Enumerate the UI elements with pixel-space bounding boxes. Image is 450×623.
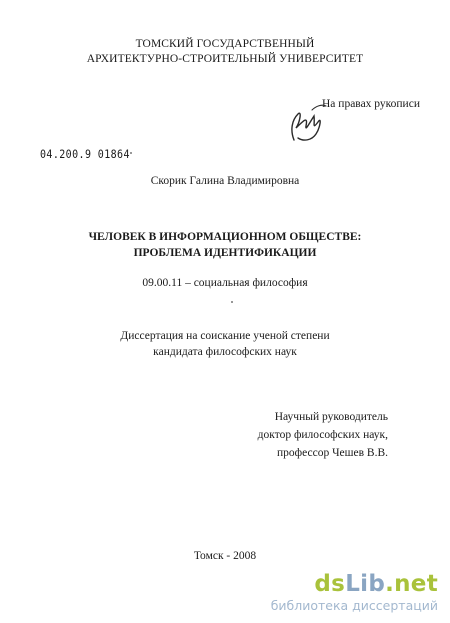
specialty-code: 09.00.11 – социальная философия <box>142 277 308 289</box>
advisor-degree: доктор философских наук, <box>257 429 388 441</box>
university-name-line-2: АРХИТЕКТУРНО-СТРОИТЕЛЬНЫЙ УНИВЕРСИТЕТ <box>86 53 364 65</box>
scan-speck <box>231 301 233 303</box>
advisor-role: Научный руководитель <box>274 411 388 423</box>
rights-note: На правах рукописи <box>322 98 420 110</box>
degree-line-1: Диссертация на соискание ученой степени <box>120 330 330 342</box>
city-year: Томск - 2008 <box>193 550 257 562</box>
handwritten-signature <box>282 100 332 148</box>
stamp-mark <box>130 152 132 154</box>
logo-tagline: библиотека диссертаций <box>270 598 438 613</box>
logo-ds: ds <box>314 571 346 597</box>
logo-net: .net <box>385 571 438 597</box>
degree-line-2: кандидата философских наук <box>153 346 297 358</box>
advisor-name: профессор Чешев В.В. <box>276 447 388 459</box>
archive-stamp: 04.200.9 01864 <box>40 149 130 162</box>
dslib-logo[interactable] <box>271 571 438 597</box>
university-name-line-1: ТОМСКИЙ ГОСУДАРСТВЕННЫЙ <box>135 38 315 50</box>
author-name: Скорик Галина Владимировна <box>150 175 300 187</box>
dslib-watermark[interactable] <box>271 571 438 613</box>
logo-lib: Lib <box>345 571 386 597</box>
dissertation-title-line-2: ПРОБЛЕМА ИДЕНТИФИКАЦИИ <box>133 247 317 259</box>
dissertation-title-line-1: ЧЕЛОВЕК В ИНФОРМАЦИОННОМ ОБЩЕСТВЕ: <box>88 231 362 243</box>
